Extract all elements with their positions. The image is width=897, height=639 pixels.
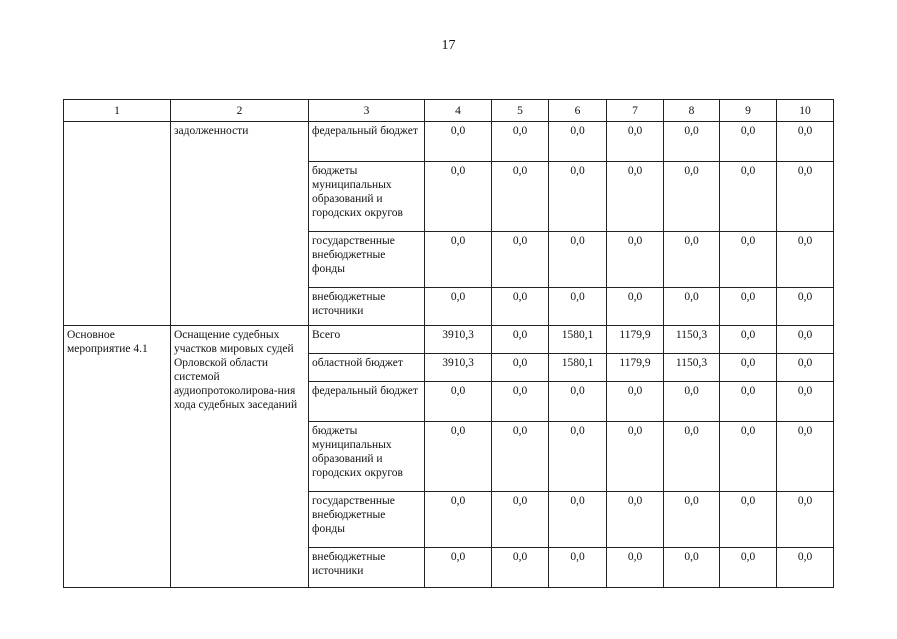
header-cell: 8 (664, 100, 720, 122)
funding-source: государственные внебюджетные фонды (309, 492, 425, 548)
value-cell: 0,0 (492, 232, 549, 288)
value-cell: 1580,1 (549, 354, 607, 382)
value-cell: 3910,3 (425, 354, 492, 382)
table-row (64, 326, 834, 354)
value-cell: 0,0 (425, 232, 492, 288)
measure-description: Оснащение судебных участков мировых судей Орловской области системой аудиопротоколирова-ния хода судебных заседаний (171, 326, 309, 588)
header-row (64, 100, 834, 122)
value-cell: 0,0 (549, 232, 607, 288)
funding-source: бюджеты муниципальных образований и городских округов (309, 162, 425, 232)
value-cell: 0,0 (492, 548, 549, 588)
value-cell: 0,0 (607, 122, 664, 162)
funding-source: федеральный бюджет (309, 122, 425, 162)
measure-description: задолженности (171, 122, 309, 326)
value-cell: 0,0 (607, 162, 664, 232)
value-cell: 0,0 (607, 382, 664, 422)
header-cell: 6 (549, 100, 607, 122)
value-cell: 0,0 (492, 122, 549, 162)
value-cell: 0,0 (607, 492, 664, 548)
budget-table (63, 99, 834, 588)
value-cell: 0,0 (664, 382, 720, 422)
value-cell: 0,0 (720, 548, 777, 588)
value-cell: 0,0 (549, 422, 607, 492)
value-cell: 0,0 (425, 122, 492, 162)
value-cell: 0,0 (425, 422, 492, 492)
funding-source: внебюджетные источники (309, 288, 425, 326)
header-cell: 4 (425, 100, 492, 122)
value-cell: 1150,3 (664, 354, 720, 382)
value-cell: 0,0 (425, 162, 492, 232)
value-cell: 0,0 (777, 354, 834, 382)
header-cell: 3 (309, 100, 425, 122)
funding-source: бюджеты муниципальных образований и городских округов (309, 422, 425, 492)
value-cell: 0,0 (777, 288, 834, 326)
value-cell: 0,0 (492, 162, 549, 232)
value-cell: 0,0 (492, 422, 549, 492)
value-cell: 0,0 (549, 492, 607, 548)
page-number: 17 (441, 38, 456, 53)
funding-source: Всего (309, 326, 425, 354)
value-cell: 0,0 (777, 422, 834, 492)
value-cell: 0,0 (425, 382, 492, 422)
header-cell: 9 (720, 100, 777, 122)
value-cell: 0,0 (425, 288, 492, 326)
value-cell: 1150,3 (664, 326, 720, 354)
value-cell: 0,0 (607, 548, 664, 588)
value-cell: 0,0 (777, 492, 834, 548)
measure-cell (64, 122, 171, 326)
value-cell: 0,0 (607, 422, 664, 492)
funding-source: государственные внебюджетные фонды (309, 232, 425, 288)
value-cell: 0,0 (664, 422, 720, 492)
value-cell: 0,0 (777, 326, 834, 354)
value-cell: 0,0 (720, 162, 777, 232)
value-cell: 0,0 (664, 288, 720, 326)
value-cell: 0,0 (720, 422, 777, 492)
funding-source: внебюджетные источники (309, 548, 425, 588)
value-cell: 0,0 (549, 162, 607, 232)
value-cell: 0,0 (720, 288, 777, 326)
value-cell: 0,0 (777, 382, 834, 422)
value-cell: 3910,3 (425, 326, 492, 354)
value-cell: 0,0 (664, 122, 720, 162)
value-cell: 0,0 (549, 382, 607, 422)
value-cell: 0,0 (664, 492, 720, 548)
header-cell: 7 (607, 100, 664, 122)
value-cell: 0,0 (492, 288, 549, 326)
funding-source: федеральный бюджет (309, 382, 425, 422)
value-cell: 0,0 (607, 288, 664, 326)
value-cell: 0,0 (664, 162, 720, 232)
table-row (64, 122, 834, 162)
header-cell: 10 (777, 100, 834, 122)
value-cell: 0,0 (777, 122, 834, 162)
value-cell: 0,0 (425, 548, 492, 588)
value-cell: 0,0 (492, 492, 549, 548)
measure-title: Основное мероприятие 4.1 (64, 326, 171, 588)
value-cell: 0,0 (777, 548, 834, 588)
value-cell: 0,0 (720, 492, 777, 548)
value-cell: 0,0 (492, 326, 549, 354)
value-cell: 0,0 (720, 326, 777, 354)
funding-source: областной бюджет (309, 354, 425, 382)
value-cell: 1179,9 (607, 354, 664, 382)
value-cell: 0,0 (720, 232, 777, 288)
value-cell: 0,0 (720, 382, 777, 422)
value-cell: 0,0 (549, 122, 607, 162)
value-cell: 0,0 (720, 354, 777, 382)
value-cell: 0,0 (549, 548, 607, 588)
value-cell: 0,0 (492, 354, 549, 382)
value-cell: 0,0 (607, 232, 664, 288)
header-cell: 2 (171, 100, 309, 122)
header-cell: 1 (64, 100, 171, 122)
value-cell: 0,0 (492, 382, 549, 422)
value-cell: 0,0 (720, 122, 777, 162)
value-cell: 0,0 (777, 232, 834, 288)
value-cell: 0,0 (664, 548, 720, 588)
value-cell: 0,0 (777, 162, 834, 232)
value-cell: 1179,9 (607, 326, 664, 354)
header-cell: 5 (492, 100, 549, 122)
value-cell: 1580,1 (549, 326, 607, 354)
value-cell: 0,0 (549, 288, 607, 326)
value-cell: 0,0 (664, 232, 720, 288)
value-cell: 0,0 (425, 492, 492, 548)
